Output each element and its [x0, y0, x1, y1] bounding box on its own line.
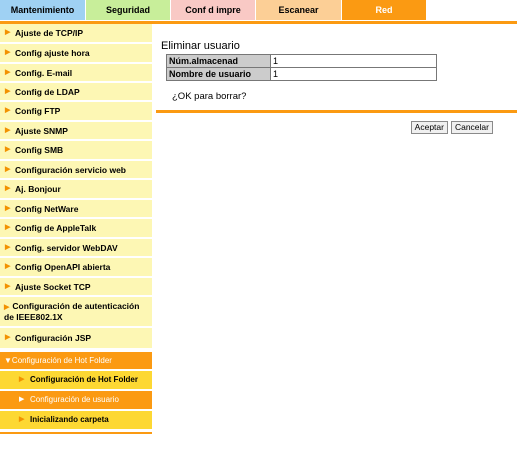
tab-conf-d-impre[interactable]: Conf d impre [171, 0, 255, 21]
arrow-right-icon: ▶ [5, 243, 11, 251]
button-group [411, 121, 493, 134]
sidebar-subitem-user-config[interactable] [0, 391, 152, 411]
arrow-right-icon: ▶ [5, 224, 11, 231]
sidebar-item-openapi[interactable] [0, 258, 152, 278]
sidebar-item-label: Config. servidor WebDAV [15, 242, 118, 253]
sidebar-item-snmp[interactable] [0, 122, 152, 141]
user-info-table [166, 54, 437, 81]
sidebar-item-label: Config FTP [15, 106, 61, 116]
sidebar-item-netware[interactable] [0, 200, 152, 219]
arrow-right-icon: ▶ [5, 126, 11, 134]
sidebar-subitem-label: Inicializando carpeta [30, 415, 109, 424]
arrow-right-icon: ▶ [5, 49, 11, 56]
sidebar-item-email[interactable] [0, 64, 152, 83]
sidebar-item-smb[interactable] [0, 141, 152, 161]
sidebar-item-servicio-web[interactable] [0, 161, 152, 180]
sidebar-item-label: Configuración de autenticación de IEEE802.1X [4, 301, 140, 322]
arrow-right-icon: ▶ [5, 334, 11, 341]
sidebar-item-ieee8021x[interactable] [0, 297, 152, 328]
confirm-prompt: ¿OK para borrar? [172, 91, 247, 102]
arrow-right-icon: ▶ [5, 165, 11, 173]
arrow-right-icon: ▶ [4, 304, 10, 311]
content-divider [156, 110, 517, 113]
sidebar-item-webdav[interactable] [0, 239, 152, 258]
arrow-right-icon: ▶ [5, 263, 11, 270]
sidebar-item-label: Config de LDAP [15, 86, 80, 97]
sidebar-subitem-label: Configuración de usuario [30, 395, 119, 404]
field-value: 1 [271, 68, 437, 81]
tab-mantenimiento[interactable]: Mantenimiento [0, 0, 85, 21]
sidebar-subitem-label: Configuración de Hot Folder [30, 375, 138, 384]
table-row [167, 55, 437, 68]
sidebar-item-label: Ajuste Socket TCP [15, 281, 91, 292]
sidebar-bottom-divider [0, 432, 152, 434]
sidebar-item-label: Config SMB [15, 145, 64, 155]
sidebar-item-label: Config. E-mail [15, 67, 73, 78]
sidebar-item-label: Configuración JSP [15, 333, 92, 343]
sidebar-item-label: Config OpenAPI abierta [15, 262, 111, 272]
field-label: Nombre de usuario [167, 68, 271, 81]
field-label: Núm.almacenad [167, 55, 271, 68]
arrow-right-icon: ▶ [19, 396, 25, 403]
sidebar-item-label: Configuración servicio web [15, 164, 126, 175]
sidebar-item-label: Config de AppleTalk [15, 223, 97, 233]
arrow-right-icon: ▶ [19, 376, 25, 383]
sidebar-item-appletalk[interactable] [0, 219, 152, 239]
sidebar-item-jsp[interactable] [0, 328, 152, 350]
sidebar-section-hot-folder[interactable]: ▼Configuración de Hot Folder [0, 352, 152, 371]
sidebar [0, 24, 152, 434]
sidebar-subitem-init-folder[interactable] [0, 411, 152, 431]
tab-red[interactable]: Red [342, 0, 426, 21]
page-title: Eliminar usuario [161, 40, 240, 52]
arrow-right-icon: ▶ [5, 107, 11, 114]
sidebar-item-socket-tcp[interactable] [0, 278, 152, 297]
arrow-right-icon: ▶ [5, 68, 11, 76]
sidebar-item-tcpip[interactable] [0, 24, 152, 44]
arrow-right-icon: ▶ [5, 282, 11, 290]
table-row [167, 68, 437, 81]
top-tab-bar [0, 0, 517, 22]
arrow-right-icon: ▶ [5, 146, 11, 153]
arrow-right-icon: ▶ [5, 204, 11, 212]
arrow-right-icon: ▶ [5, 87, 11, 95]
field-value: 1 [271, 55, 437, 68]
ok-button[interactable]: Aceptar [411, 121, 448, 134]
sidebar-subitem-hot-folder-config[interactable] [0, 371, 152, 391]
cancel-button[interactable]: Cancelar [451, 121, 493, 134]
arrow-right-icon: ▶ [5, 185, 11, 192]
sidebar-item-label: Config ajuste hora [15, 48, 90, 58]
sidebar-item-label: Ajuste SNMP [15, 125, 68, 136]
tab-seguridad[interactable]: Seguridad [86, 0, 170, 21]
sidebar-item-hora[interactable] [0, 44, 152, 64]
sidebar-item-ftp[interactable] [0, 102, 152, 122]
arrow-right-icon: ▶ [19, 416, 25, 423]
sidebar-item-ldap[interactable] [0, 83, 152, 102]
sidebar-item-label: Ajuste de TCP/IP [15, 28, 84, 38]
sidebar-item-label: Config NetWare [15, 203, 79, 214]
arrow-right-icon: ▶ [5, 29, 11, 36]
sidebar-item-label: Aj. Bonjour [15, 184, 61, 194]
tab-escanear[interactable]: Escanear [256, 0, 341, 21]
sidebar-item-bonjour[interactable] [0, 180, 152, 200]
